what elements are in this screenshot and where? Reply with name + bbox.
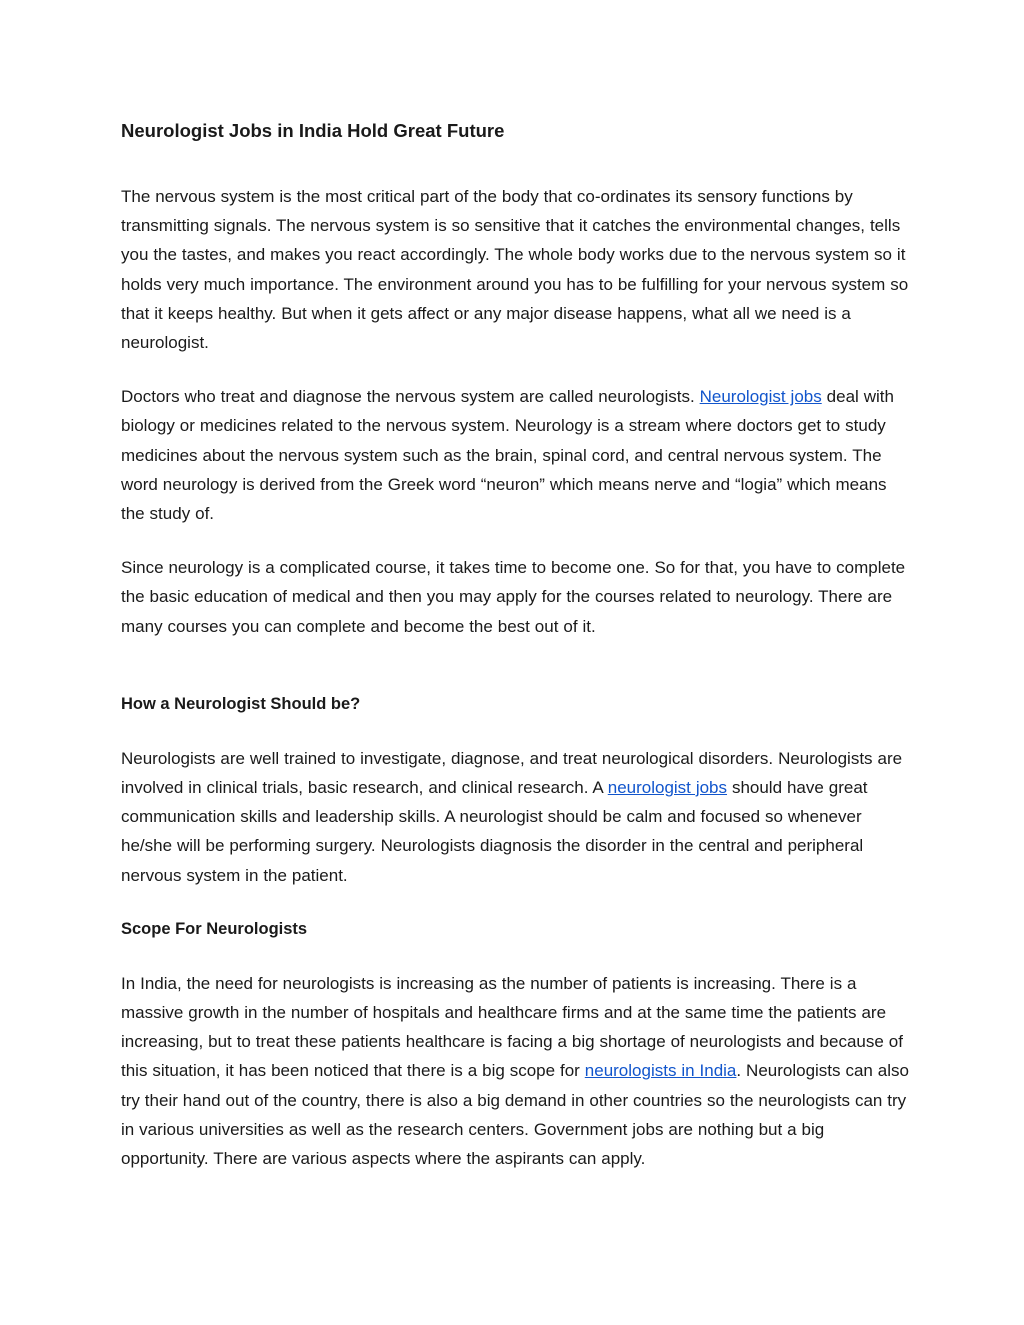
paragraph-definition bbox=[121, 382, 911, 528]
paragraph-text: Doctors who treat and diagnose the nervous system are called neurologists. bbox=[121, 387, 700, 407]
paragraph-text: . Neurologists can also try their hand out of the country, there is also a big demand in other countries so the neurologists can try in various universities as well as the research centers. Government jobs are nothing but a big opportunity. There are various aspects where the aspirants can apply. bbox=[121, 1061, 909, 1169]
paragraph-intro: The nervous system is the most critical part of the body that co-ordinates its sensory functions by transmitting signals. The nervous system is so sensitive that it catches the environmental changes, tells you the tastes, and makes you react accordingly. The whole body works due to the nervous system so it holds very much importance. The environment around you has to be fulfilling for your nervous system so that it keeps healthy. But when it gets affect or any major disease happens, what all we need is a neurologist. bbox=[121, 187, 909, 353]
document-body bbox=[121, 116, 911, 1198]
paragraph-qualities bbox=[121, 744, 911, 890]
neurologist-jobs-link[interactable]: Neurologist jobs bbox=[699, 387, 822, 407]
page-title: Neurologist Jobs in India Hold Great Future bbox=[121, 120, 505, 141]
section-heading-qualities: How a Neurologist Should be? bbox=[121, 694, 361, 713]
neurologists-in-india-link[interactable]: neurologists in India bbox=[584, 1061, 737, 1081]
neurologist-jobs-link-2[interactable]: neurologist jobs bbox=[607, 778, 728, 798]
paragraph-text: deal with biology or medicines related to the nervous system. Neurology is a stream where doctors get to study medicines about the nervous system such as the brain, spinal cord, and central nervous system. The word neurology is derived from the Greek word “neuron” which means nerve and “logia” which means the study of. bbox=[121, 387, 894, 524]
paragraph-education: Since neurology is a complicated course, it takes time to become one. So for that, you have to complete the basic education of medical and then you may apply for the courses related to neurology. There are many courses you can complete and become the best out of it. bbox=[121, 558, 906, 636]
section-heading-scope: Scope For Neurologists bbox=[121, 919, 308, 938]
paragraph-scope bbox=[121, 969, 911, 1173]
paragraph-text: Neurologists are well trained to investigate, diagnose, and treat neurological disorders. Neurologists are involved in clinical trials, basic research, and clinical research. A bbox=[121, 748, 903, 798]
paragraph-text: should have great communication skills and leadership skills. A neurologist should be calm and focused so whenever he/she will be performing surgery. Neurologists diagnosis the disorder in the central and peripheral nervous system in the patient. bbox=[121, 778, 868, 885]
paragraph-text: In India, the need for neurologists is increasing as the number of patients is increasing. There is a massive growth in the number of hospitals and healthcare firms and at the same time the patients are increasing, but to treat these patients healthcare is facing a big shortage of neurologists and because of this situation, it has been noticed that there is a big scope for bbox=[121, 973, 903, 1081]
